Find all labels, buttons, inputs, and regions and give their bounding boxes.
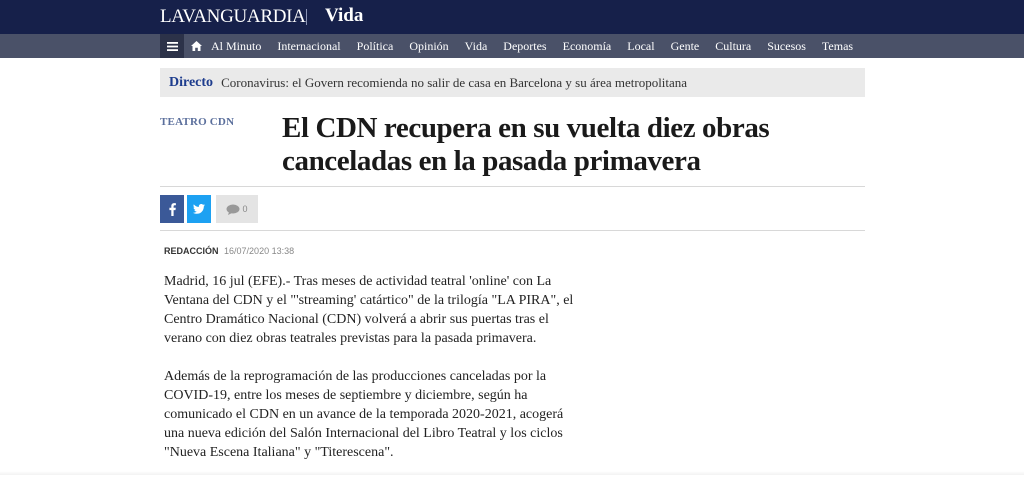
twitter-icon — [193, 204, 205, 214]
comments-button[interactable] — [216, 195, 258, 223]
live-news-banner[interactable] — [160, 68, 865, 97]
nav-item-cultura[interactable]: Cultura — [715, 39, 751, 54]
site-header — [0, 0, 1024, 34]
comment-count: 0 — [242, 204, 247, 214]
nav-item-al-minuto[interactable]: Al Minuto — [211, 39, 261, 54]
main-navigation — [0, 34, 1024, 58]
facebook-icon — [169, 203, 176, 216]
nav-item-politica[interactable]: Política — [357, 39, 394, 54]
live-label: Directo — [169, 75, 213, 91]
home-icon — [191, 41, 202, 51]
article-body — [164, 272, 584, 481]
share-twitter-button[interactable] — [187, 195, 211, 223]
nav-item-deportes[interactable]: Deportes — [503, 39, 546, 54]
comment-icon — [226, 204, 240, 215]
page-fade — [0, 471, 1024, 475]
nav-item-gente[interactable]: Gente — [671, 39, 700, 54]
article-paragraph: Además de la reprogramación de las producciones canceladas por la COVID-19, entre los meses de septiembre y diciembre, según ha comunicado el CDN en un avance de la temporada 2020-2021, acogerá una nueva edición del Salón Internacional del Libro Teatral y los ciclos "Nueva Escena Italiana" y "Titerescena". — [164, 367, 584, 462]
article-tag[interactable]: TEATRO CDN — [160, 116, 234, 128]
share-facebook-button[interactable] — [160, 195, 184, 223]
divider — [160, 186, 865, 187]
menu-icon — [167, 42, 178, 51]
nav-links — [211, 34, 869, 58]
nav-item-internacional[interactable]: Internacional — [277, 39, 340, 54]
author-name[interactable]: REDACCIÓN — [164, 246, 219, 256]
article-headline: El CDN recupera en su vuelta diez obras canceladas en la pasada primavera — [282, 112, 862, 178]
site-logo[interactable]: LAVANGUARDIA — [160, 6, 306, 28]
nav-item-vida[interactable]: Vida — [465, 39, 488, 54]
nav-item-sucesos[interactable]: Sucesos — [767, 39, 806, 54]
section-title[interactable]: Vida — [325, 5, 363, 27]
publish-date: 16/07/2020 13:38 — [224, 246, 294, 256]
article-byline — [164, 246, 294, 256]
nav-item-economia[interactable]: Economía — [563, 39, 612, 54]
home-button[interactable] — [184, 34, 208, 58]
article-paragraph: Madrid, 16 jul (EFE).- Tras meses de actividad teatral 'online' con La Ventana del CDN y el "'streaming' catártico" de la trilogía "LA PIRA", el Centro Dramático Nacional (CDN) volverá a abrir sus puertas tras el verano con diez obras teatrales previstas para la pasada primavera. — [164, 272, 584, 348]
live-headline-link[interactable]: Coronavirus: el Govern recomienda no salir de casa en Barcelona y su área metropolitana — [221, 75, 687, 91]
header-divider — [306, 9, 307, 25]
menu-button[interactable] — [160, 34, 184, 58]
divider — [160, 230, 865, 231]
nav-item-temas[interactable]: Temas — [822, 39, 853, 54]
nav-item-local[interactable]: Local — [627, 39, 654, 54]
nav-item-opinion[interactable]: Opinión — [409, 39, 448, 54]
